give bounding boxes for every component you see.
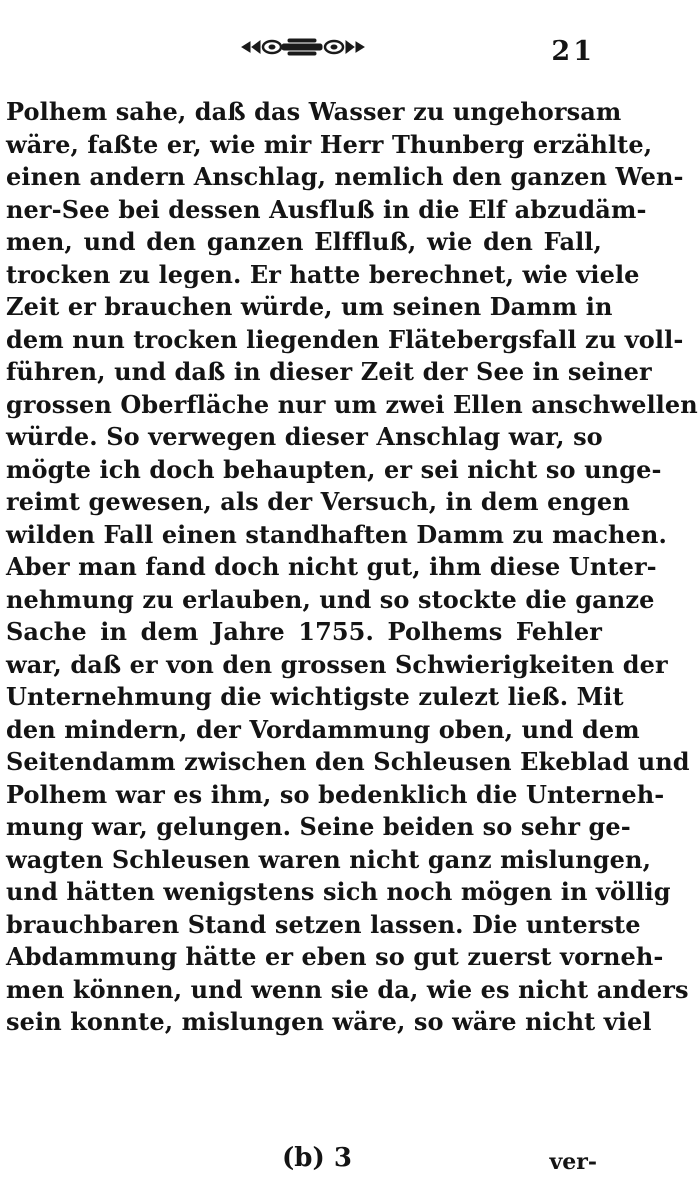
text-line: Polhem war es ihm, so bedenklich die Unterneh-: [6, 779, 665, 809]
printer-ornament-icon: [238, 34, 370, 60]
text-line: und hätten wenigstens sich noch mögen in völlig: [6, 877, 671, 906]
text-line: Abdammung hätte er eben so gut zuerst vorneh-: [6, 942, 664, 971]
text-line: mögte ich doch behaupten, er sei nicht so unge-: [6, 454, 662, 484]
text-line: Unternehmung die wichtigste zulezt ließ. Mit: [6, 682, 624, 711]
text-line: Aber man fand doch nicht gut, ihm diese Unter-: [6, 552, 657, 581]
text-line: wagten Schleusen waren nicht ganz mislungen,: [6, 844, 652, 874]
body-text: [6, 96, 698, 1039]
text-line: Zeit er brauchen würde, um seinen Damm in: [6, 292, 613, 321]
text-line: Polhem sahe, daß das Wasser zu ungehorsam: [6, 97, 622, 126]
text-line: brauchbaren Stand setzen lassen. Die unterste: [6, 909, 641, 939]
text-line: mung war, gelungen. Seine beiden so sehr ge-: [6, 812, 631, 841]
text-line: trocken zu legen. Er hatte berechnet, wie viele: [6, 259, 640, 289]
text-line: dem nun trocken liegenden Flätebergsfall zu voll-: [6, 324, 684, 354]
text-line: Sache in dem Jahre 1755. Polhems Fehler: [6, 617, 602, 646]
text-line: führen, und daß in dieser Zeit der See in seiner: [6, 357, 652, 386]
text-line: men, und den ganzen Elffluß, wie den Fall,: [6, 227, 602, 256]
text-line: Seitendamm zwischen den Schleusen Ekeblad und: [6, 747, 690, 776]
text-line: reimt gewesen, als der Versuch, in dem engen: [6, 487, 630, 516]
signature-mark: (b) 3: [282, 1143, 352, 1173]
text-line: sein konnte, mislungen wäre, so wäre nicht viel: [6, 1007, 652, 1036]
text-line: grossen Oberfläche nur um zwei Ellen anschwellen: [6, 389, 698, 419]
text-line: den mindern, der Vordammung oben, und dem: [6, 714, 640, 744]
page-footer: [0, 1143, 617, 1183]
text-line: wilden Fall einen standhaften Damm zu machen.: [6, 519, 667, 549]
text-line: nehmung zu erlauben, und so stockte die ganze: [6, 584, 655, 614]
text-line: war, daß er von den grossen Schwierigkeiten der: [6, 649, 668, 679]
text-line: einen andern Anschlag, nemlich den ganzen Wen-: [6, 162, 684, 191]
page-number: 21: [551, 36, 595, 67]
catchword: ver-: [549, 1149, 597, 1175]
text-line: ner-See bei dessen Ausfluß in die Elf abzudäm-: [6, 194, 647, 224]
text-line: wäre, faßte er, wie mir Herr Thunberg erzählte,: [6, 129, 653, 159]
text-line: würde. So verwegen dieser Anschlag war, so: [6, 422, 603, 451]
text-line: men können, und wenn sie da, wie es nicht anders: [6, 974, 689, 1004]
